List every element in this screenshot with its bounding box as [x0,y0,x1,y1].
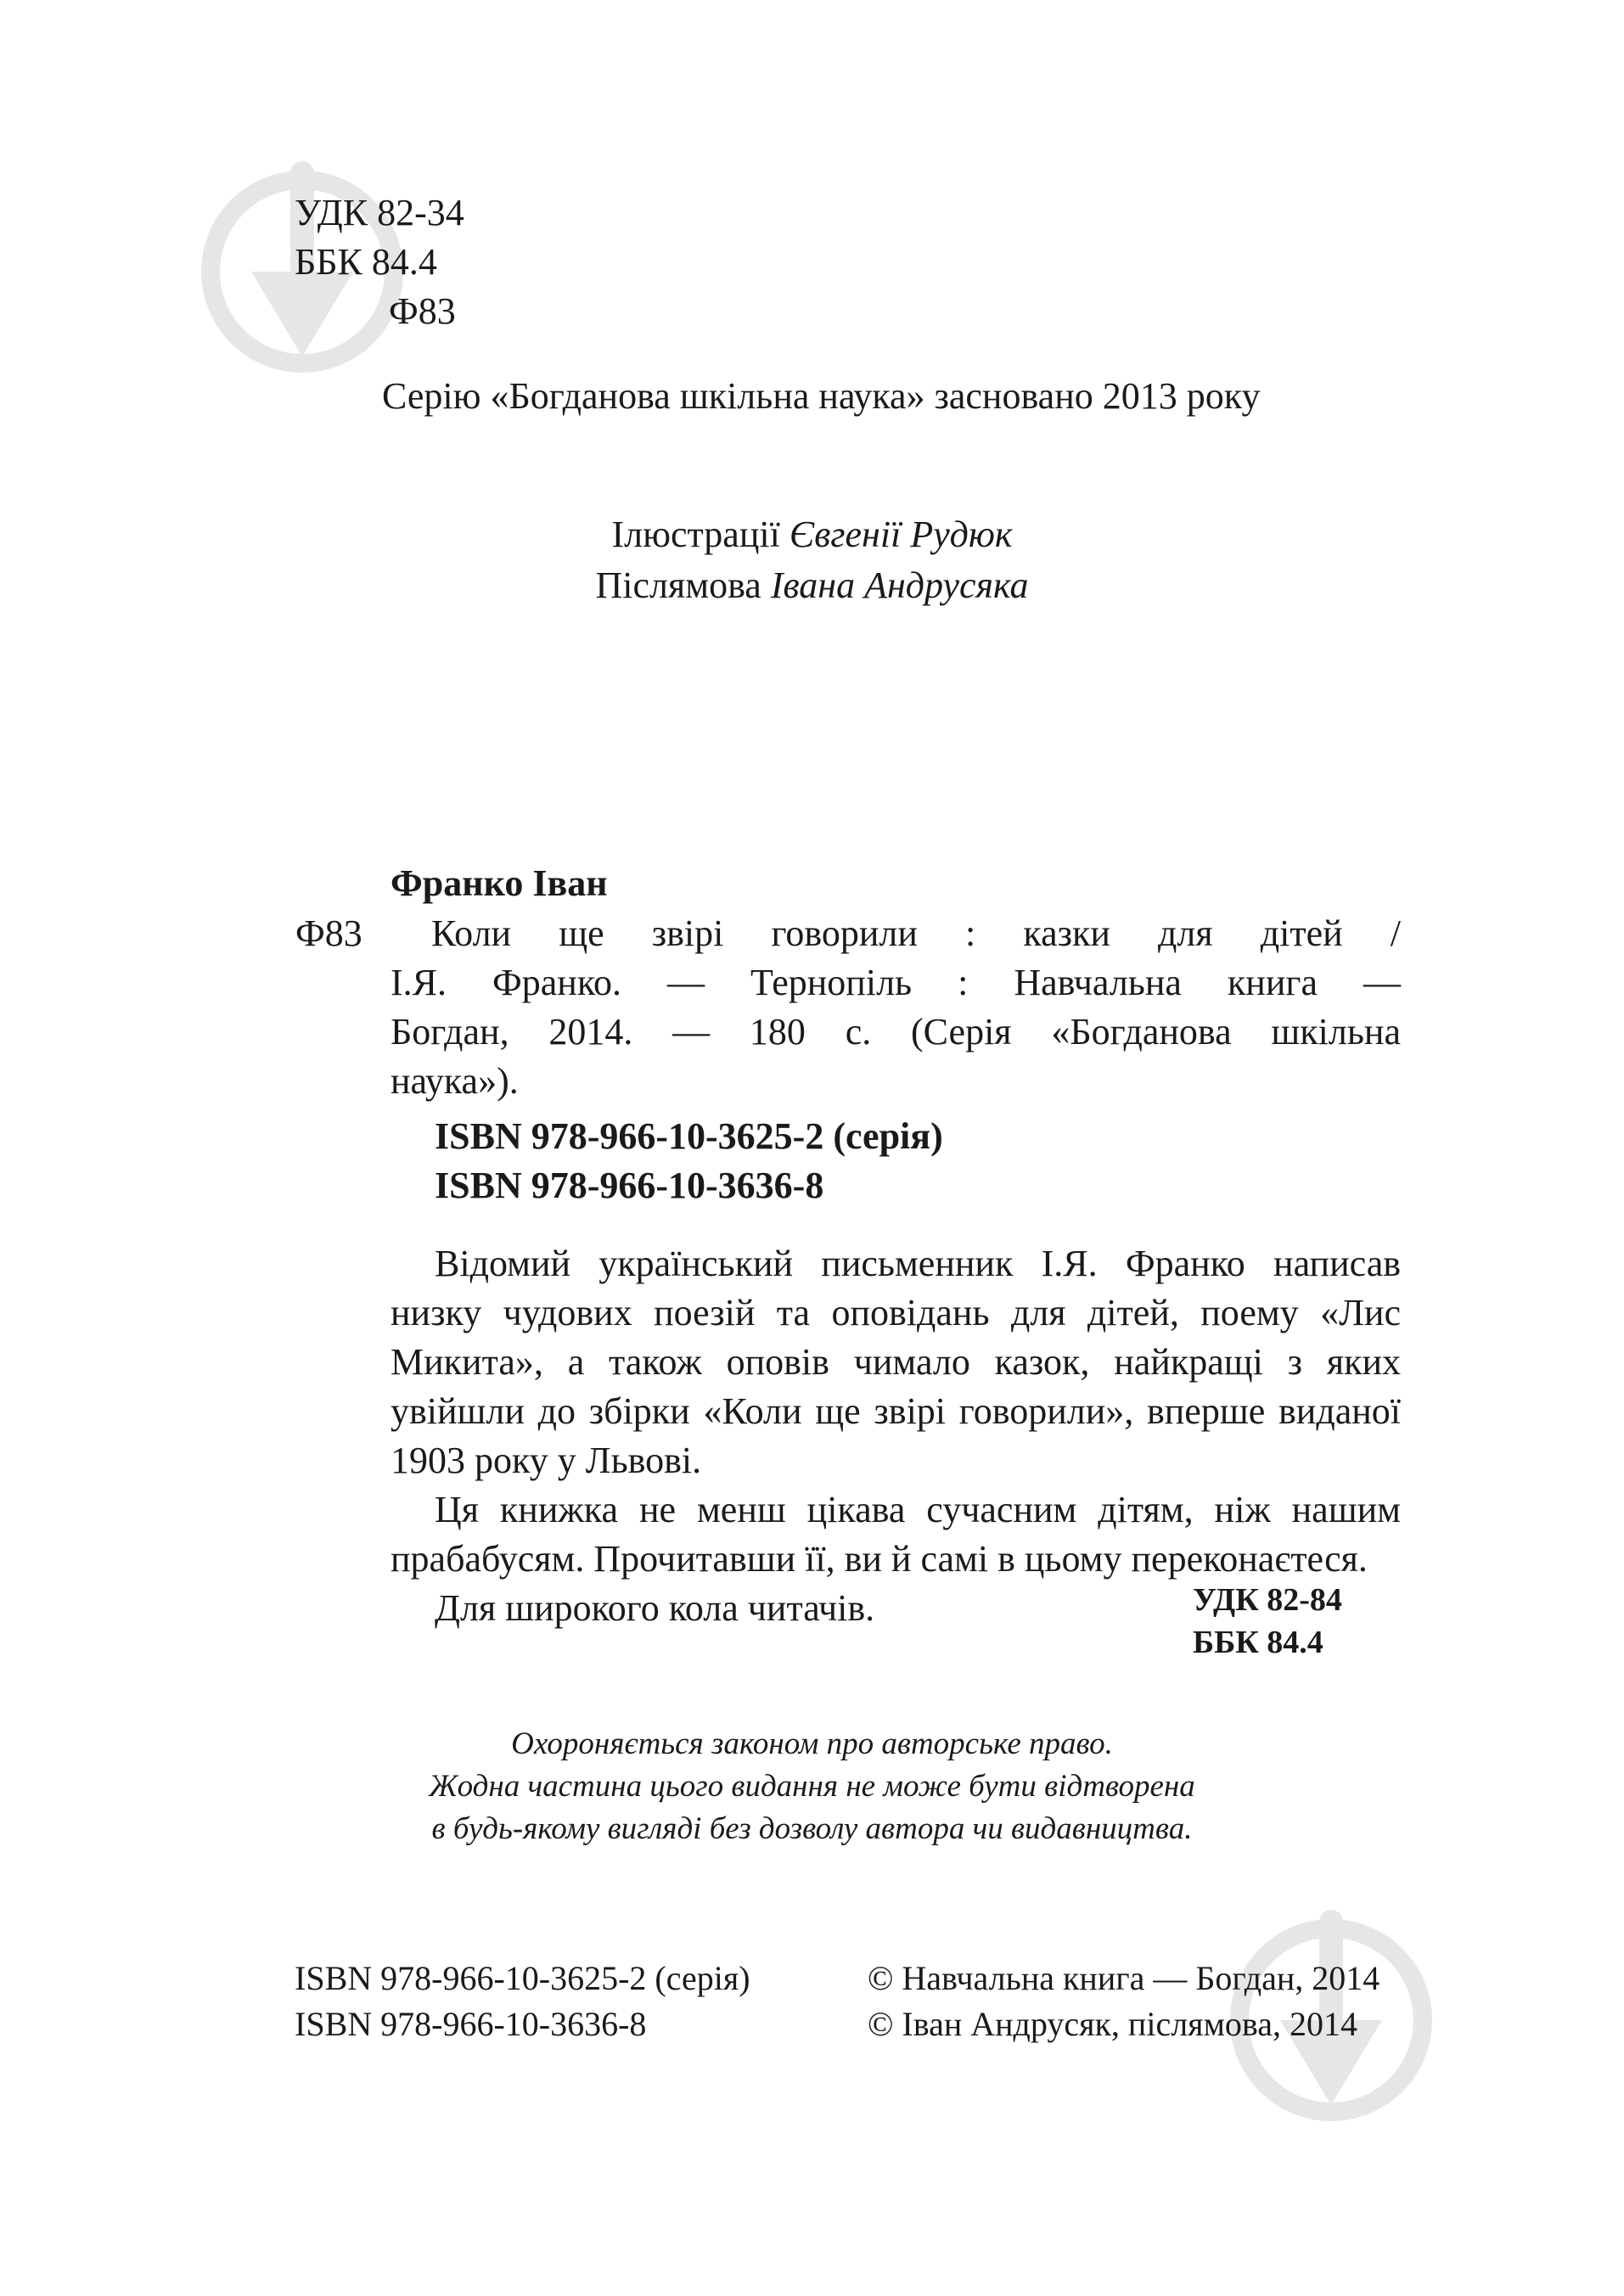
credits-block [0,509,1624,611]
footer-copyrights [868,1956,1380,2047]
annotation-paragraph: Ця книжка не менш цікава сучасним дітям, ніж нашим прабабусям. Прочитавши її, ви й самі в цьому переконаєтеся. [391,1489,1401,1580]
bib-line: наука»). [391,1060,519,1102]
isbn-series: ISBN 978-966-10-3625-2 (серія) [295,1959,750,1997]
bib-entry [391,909,1401,1106]
copyright-law-line: Охороняється законом про авторське право. [511,1726,1113,1761]
series-note: Серію «Богданова шкільна наука» засновано 2013 року [382,375,1261,417]
udk-block-bottom [1193,1579,1342,1664]
author-mark: Ф83 [389,290,456,332]
udk-code: УДК 82-34 [295,192,464,233]
isbn-book: ISBN 978-966-10-3636-8 [295,2005,647,2043]
bib-line: І.Я. Франко. — Тернопіль : Навчальна книга — [391,962,1401,1003]
udk-code: УДК 82-84 [1193,1582,1342,1618]
afterword-prefix: Післямова [595,564,761,606]
afterword-author: Івана Андрусяка [770,564,1029,606]
illustrations-prefix: Ілюстрації [611,514,780,555]
bbk-code: ББК 84.4 [295,241,437,283]
bib-index: Ф83 [295,912,362,954]
author-heading: Франко Іван [391,862,608,904]
isbn-series: ISBN 978-966-10-3625-2 (серія) [435,1115,943,1157]
copyright-law-notice [0,1723,1624,1850]
copyright-afterword: © Іван Андрусяк, післямова, 2014 [868,2005,1357,2043]
copyright-publisher: © Навчальна книга — Богдан, 2014 [868,1959,1380,1997]
footer-isbn [295,1956,750,2047]
udk-block-top [295,188,464,336]
annotation-paragraph: Для широкого кола читачів. [435,1587,875,1629]
bbk-code: ББК 84.4 [1193,1625,1323,1660]
bib-line: Коли ще звірі говорили : казки для дітей / [431,912,1401,954]
annotation-paragraph: Відомий український письменник І.Я. Франко написав низку чудових поезій та оповідань для дітей, поему «Лис Микита», а також оповів чимало казок, найкращі з яких увійшли до збірки «Коли ще звірі говорили», вперше виданої 1903 року у Львові. [391,1243,1401,1481]
isbn-block-bold [435,1112,943,1210]
bib-line: Богдан, 2014. — 180 с. (Серія «Богданова шкільна [391,1011,1401,1053]
copyright-law-line: Жодна частина цього видання не може бути відтворена [429,1769,1195,1804]
annotation [391,1239,1401,1633]
isbn-book: ISBN 978-966-10-3636-8 [435,1165,824,1206]
illustrator-name: Євгенії Рудюк [789,514,1013,555]
copyright-law-line: в будь-якому вигляді без дозволу автора чи видавництва. [431,1811,1193,1846]
